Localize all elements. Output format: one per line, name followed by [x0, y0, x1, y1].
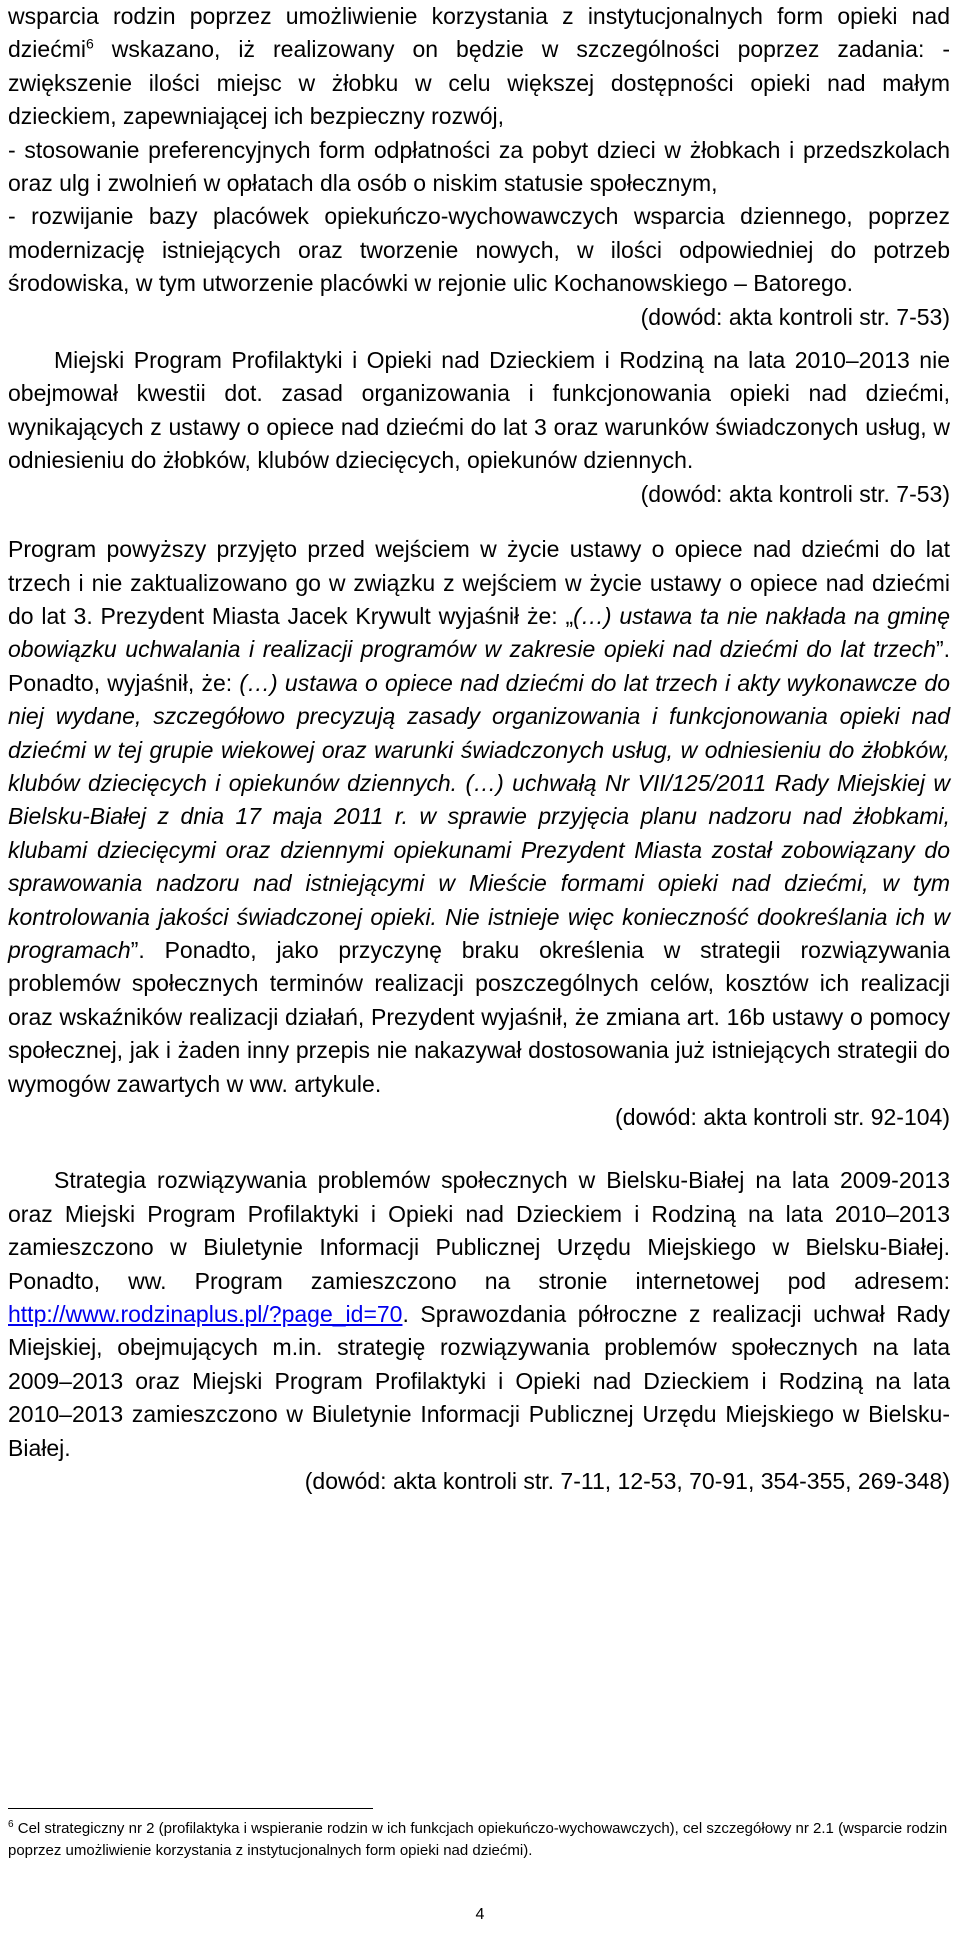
paragraph-2: Miejski Program Profilaktyki i Opieki nad Dzieckiem i Rodziną na lata 2010–2013 nie obejmował kwestii dot. zasad organizowania i funkcjonowania opieki nad dziećmi, wynikających z ustawy o opiece nad dziećmi do lat 3 oraz warunków świadczonych usług, w odniesieniu do żłobków, klubów dziecięcych, opiekunów dziennych. [8, 347, 950, 474]
footnote-separator [8, 1808, 373, 1809]
page-number: 4 [475, 1906, 485, 1923]
paragraph-1-text-a: wsparcia rodzin poprzez umożliwienie korzystania z instytucjonalnych form opieki nad dziećmi [8, 3, 950, 63]
paragraph-3-part-2: ”. Ponadto, wyjaśnił, że: [8, 636, 950, 696]
evidence-reference-3: (dowód: akta kontroli str. 92-104) [615, 1104, 950, 1130]
bullet-preferential-fees: - stosowanie preferencyjnych form odpłatności za pobyt dzieci w żłobkach i przedszkolach oraz ulg i zwolnień w opłatach dla osób o niskim statusie społecznym, [8, 136, 950, 197]
bullet-daycare-facilities: - rozwijanie bazy placówek opiekuńczo-wychowawczych wsparcia dziennego, poprzez modernizację istniejących oraz tworzenie nowych, w ilości odpowiedniej do potrzeb środowiska, w tym utworzenie placówki w rejonie ulic Kochanowskiego – Batorego. [8, 203, 950, 297]
footnote-number: 6 [8, 1819, 14, 1830]
evidence-reference-2: (dowód: akta kontroli str. 7-53) [640, 480, 950, 507]
footnote [8, 1818, 950, 1862]
quote-2: (…) ustawa o opiece nad dziećmi do lat trzech i akty wykonawcze do niej wydane, szczegółowo precyzują zasady organizowania i funkcjonowania opieki nad dziećmi w tej grupie wiekowej oraz warunki świadczonych usług, w odniesieniu do żłobków, klubów dziecięcych i opiekunów dziennych. (…) uchwałą Nr VII/125/2011 Rady Miejskiej w Bielsku-Białej z dnia 17 maja 2011 r. w sprawie przyjęcia planu nadzoru nad żłobkami, klubami dziecięcymi oraz dziennymi opiekunami Prezydent Miasta został zobowiązany do sprawowania nadzoru nad istniejącymi w Mieście formami opieki nad dziećmi, w tym kontrolowania jakości świadczonej opieki. Nie istnieje więc konieczność dookreślania ich w programach [8, 669, 951, 963]
quote-1: (…) ustawa ta nie nakłada na gminę obowiązku uchwalania i realizacji programów w zakresie opieki nad dziećmi do lat trzech [8, 602, 951, 663]
footnote-text: Cel strategiczny nr 2 (profilaktyka i wspieranie rodzin w ich funkcjach opiekuńczo-wychowawczych), cel szczegółowy nr 2.1 (wsparcie rodzin poprzez umożliwienie korzystania z instytucjonalnych form opieki nad dziećmi). [8, 1820, 948, 1859]
paragraph-3 [8, 533, 950, 1101]
spacer [8, 511, 950, 533]
paragraph-3-part-1: Program powyższy przyjęto przed wejściem w życie ustawy o opiece nad dziećmi do lat trzech i nie zaktualizowano go w związku z wejściem w życie ustawy o opiece nad dziećmi do lat 3. Prezydent Miasta Jacek Krywult wyjaśnił że: „ [8, 536, 950, 629]
rodzinaplus-link[interactable]: http://www.rodzinaplus.pl/?page_id=70 [8, 1301, 403, 1328]
paragraph-4 [8, 1164, 950, 1465]
paragraph-4-text-b: . Sprawozdania półroczne z realizacji uchwał Rady Miejskiej, obejmujących m.in. strategię rozwiązywania problemów społecznych na lata 2009–2013 oraz Miejski Program Profilaktyki i Opieki nad Dzieckiem i Rodziną na lata 2010–2013 zamieszczono w Biuletynie Informacji Publicznej Urzędu Miejskiego w Bielsku-Białej. [8, 1301, 950, 1461]
paragraph-1 [8, 0, 950, 134]
footnote-reference[interactable]: 6 [85, 35, 94, 52]
paragraph-3-part-3: ”. Ponadto, jako przyczynę braku określenia w strategii rozwiązywania problemów społecznych terminów realizacji poszczególnych celów, kosztów ich realizacji oraz wskaźników realizacji działań, Prezydent wyjaśnił, że zmiana art. 16b ustawy o pomocy społecznej, jak i żaden inny przepis nie nakazywał dostosowania już istniejących strategii do wymogów zawartych w ww. artykule. [8, 936, 950, 1097]
evidence-reference-1: (dowód: akta kontroli str. 7-53) [640, 303, 950, 330]
evidence-reference-4: (dowód: akta kontroli str. 7-11, 12-53, 70-91, 354-355, 269-348) [304, 1468, 950, 1495]
paragraph-1-text-b: wskazano, iż realizowany on będzie w szczególności poprzez zadania: - zwiększenie ilości miejsc w żłobku w celu większej dostępności opieki nad małym dzieckiem, zapewniającej ich bezpieczny rozwój, [8, 36, 950, 130]
paragraph-4-text-a: Strategia rozwiązywania problemów społecznych w Bielsku-Białej na lata 2009-2013 oraz Miejski Program Profilaktyki i Opieki nad Dzieckiem i Rodziną na lata 2010–2013 zamieszczono w Biuletynie Informacji Publicznej Urzędu Miejskiego w Bielsku-Białej. Ponadto, ww. Program zamieszczono na stronie internetowej pod adresem: [8, 1167, 950, 1294]
spacer [8, 1134, 950, 1164]
spacer [8, 334, 950, 344]
